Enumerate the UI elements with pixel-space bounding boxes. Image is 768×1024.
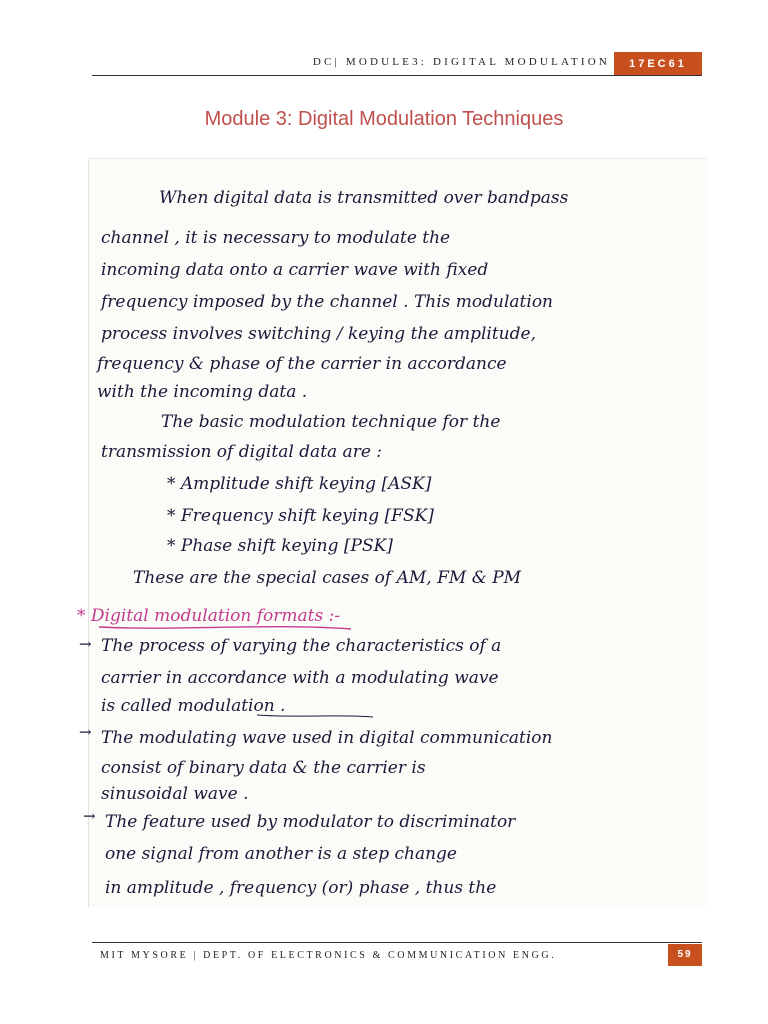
modulation-underline [257,715,373,717]
page-title: Module 3: Digital Modulation Techniques [204,108,564,130]
hw-line-10: * Amplitude shift keying [ASK] [167,474,432,494]
hw-line-22: one signal from another is a step change [105,844,457,864]
handwritten-notes-scan [77,158,707,907]
hw-line-23: in amplitude , frequency (or) phase , thus the [105,878,497,898]
hw-line-9: transmission of digital data are : [101,442,383,462]
arrow-icon: → [79,723,92,741]
hw-line-5: process involves switching / keying the amplitude, [101,324,536,344]
page-number-badge: 59 [668,944,702,966]
hw-line-6: frequency & phase of the carrier in accordance [97,354,507,374]
header-rule [92,75,702,76]
arrow-icon: → [79,635,92,653]
hw-line-19: consist of binary data & the carrier is [101,758,426,778]
hw-line-2: channel , it is necessary to modulate the [101,228,451,248]
hw-line-15: The process of varying the characteristics of a [101,636,502,656]
hw-line-18: The modulating wave used in digital communication [101,728,553,748]
hw-line-13: These are the special cases of AM, FM & PM [133,568,522,588]
hw-line-16: carrier in accordance with a modulating wave [101,668,499,688]
heading-underline [99,627,351,629]
hw-line-17: is called modulation . [101,696,286,716]
hw-section-heading: * Digital modulation formats :- [77,606,341,626]
hw-line-1: When digital data is transmitted over bandpass [159,188,569,208]
hw-line-20: sinusoidal wave . [101,784,249,804]
course-code-badge: 17EC61 [614,52,702,76]
footer-rule [92,942,702,943]
hw-line-7: with the incoming data . [97,382,308,402]
hw-line-12: * Phase shift keying [PSK] [167,536,393,556]
arrow-icon: → [83,807,96,825]
hw-line-21: The feature used by modulator to discriminator [105,812,516,832]
footer-institution: MIT MYSORE | DEPT. OF ELECTRONICS & COMMUNICATION ENGG. [100,950,557,961]
handwritten-notes-svg [77,159,707,907]
hw-line-11: * Frequency shift keying [FSK] [167,506,434,526]
hw-line-3: incoming data onto a carrier wave with fixed [101,260,489,280]
hw-line-4: frequency imposed by the channel . This modulation [101,292,554,312]
hw-line-8: The basic modulation technique for the [161,412,501,432]
running-header: DC| MODULE3: DIGITAL MODULATION [312,56,610,68]
